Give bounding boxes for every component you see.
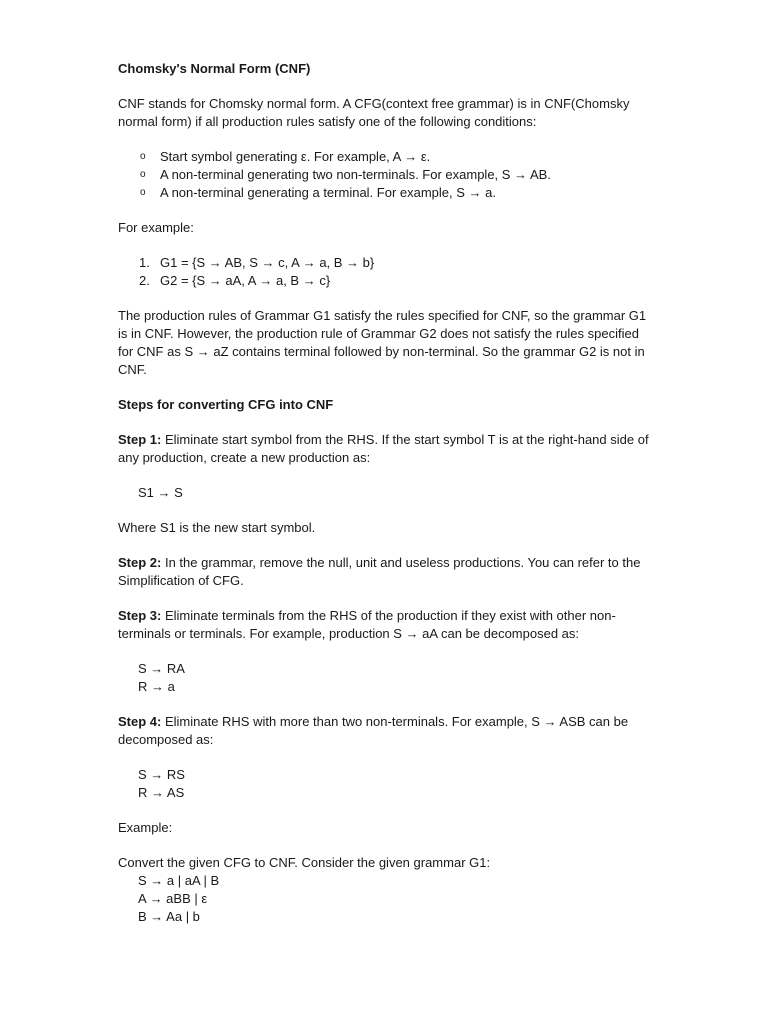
grammar-g1-rules — [118, 872, 653, 926]
intro-paragraph: CNF stands for Chomsky normal form. A CFG(context free grammar) is in CNF(Chomsky normal form) if all production rules satisfy one of the following conditions: — [118, 96, 630, 129]
example-text: G2 = {S → aA, A → a, B → c} — [160, 273, 331, 288]
step1-rules — [118, 484, 653, 502]
example-item — [118, 254, 653, 272]
rule-line: S1 → S — [138, 485, 183, 500]
example-item — [118, 272, 653, 290]
step1-label: Step 1: — [118, 432, 162, 447]
step2-label: Step 2: — [118, 555, 162, 570]
rule-line: B → Aa | b — [138, 909, 200, 924]
convert-text: Convert the given CFG to CNF. Consider the given grammar G1: — [118, 855, 491, 870]
step3-text: Eliminate terminals from the RHS of the production if they exist with other non-terminals or terminals. For example, production S → aA can be decomposed as: — [118, 608, 616, 641]
steps-heading: Steps for converting CFG into CNF — [118, 397, 334, 412]
step4-rules — [118, 766, 653, 802]
for-example-label: For example: — [118, 220, 194, 235]
conditions-list — [118, 148, 653, 202]
condition-item: o A non-terminal generating a terminal. For example, S → a. — [118, 184, 653, 202]
step2-text: In the grammar, remove the null, unit and useless productions. You can refer to the Simplification of CFG. — [118, 555, 641, 588]
rule-line: R → AS — [138, 785, 185, 800]
step1-paragraph — [118, 431, 653, 467]
step2-paragraph — [118, 554, 653, 590]
step3-paragraph — [118, 607, 653, 643]
step3-label: Step 3: — [118, 608, 162, 623]
example-number: 2. — [139, 273, 150, 288]
step1-text: Eliminate start symbol from the RHS. If the start symbol T is at the right-hand side of any production, create a new production as: — [118, 432, 649, 465]
condition-item: o A non-terminal generating two non-terminals. For example, S → AB. — [118, 166, 653, 184]
step4-label: Step 4: — [118, 714, 162, 729]
rule-line: S → RS — [138, 767, 185, 782]
document-content — [118, 60, 653, 926]
step4-paragraph — [118, 713, 653, 749]
rule-line: S → RA — [138, 661, 185, 676]
example-number: 1. — [139, 255, 150, 270]
rule-line: S → a | aA | B — [138, 873, 220, 888]
step3-rules — [118, 660, 653, 696]
rule-line: A → aBB | ε — [138, 891, 208, 906]
step4-text: Eliminate RHS with more than two non-terminals. For example, S → ASB can be decomposed as: — [118, 714, 629, 747]
document-title: Chomsky's Normal Form (CNF) — [118, 61, 311, 76]
example-label: Example: — [118, 820, 173, 835]
rule-line: R → a — [138, 679, 175, 694]
examples-list — [118, 254, 653, 290]
condition-item: o Start symbol generating ε. For example, A → ε. — [118, 148, 653, 166]
explanation-paragraph: The production rules of Grammar G1 satisfy the rules specified for CNF, so the grammar G1 is in CNF. However, the production rule of Grammar G2 does not satisfy the rules specified for CNF as S → aZ contains terminal followed by non-terminal. So the grammar G2 is not in CNF. — [118, 308, 647, 377]
example-text: G1 = {S → AB, S → c, A → a, B → b} — [160, 255, 375, 270]
step1-note: Where S1 is the new start symbol. — [118, 520, 316, 535]
